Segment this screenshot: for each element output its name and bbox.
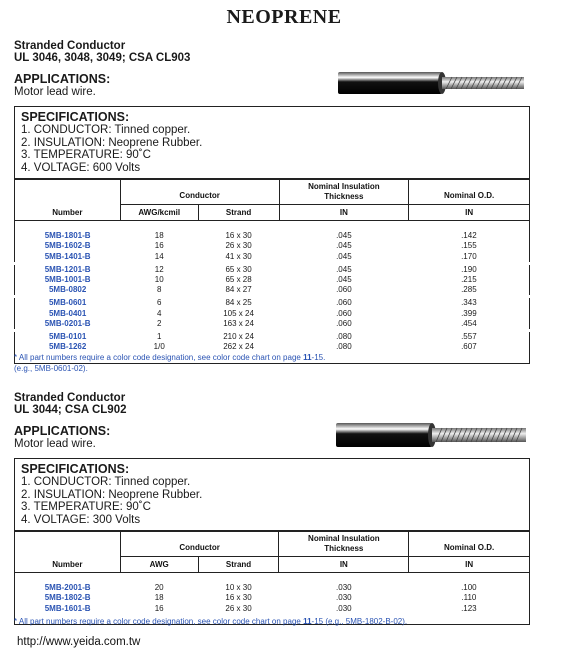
footnote-example: (e.g., 5MB-0601-02). [14, 364, 88, 373]
table-header-in: IN [279, 557, 409, 573]
part-number-cell: 5MB-0101 [48, 332, 87, 342]
table-header-insulation-line1: Nominal Insulation [308, 181, 380, 191]
outer-diameter-cell: .190 [461, 264, 477, 274]
gauge-cell: 10 [154, 275, 164, 284]
section1-applications-heading: APPLICATIONS: [14, 72, 111, 86]
spec-item: 2. INSULATION: Neoprene Rubber. [21, 488, 203, 501]
spacer-cell [279, 221, 409, 232]
insulation-thickness-cell: .060 [336, 285, 352, 295]
gauge-cell: 20 [154, 583, 164, 593]
gauge-cell: 16 [154, 603, 164, 613]
strand-cell: 84 x 25 [225, 298, 252, 308]
table-row [15, 263, 530, 275]
part-number-cell: 5MB-1201-B [44, 264, 91, 274]
outer-diameter-cell: .155 [461, 241, 477, 251]
outer-diameter-cell: .123 [461, 603, 477, 613]
spacer-cell [120, 221, 198, 232]
spacer-cell [409, 221, 530, 232]
gauge-cell: 14 [154, 251, 164, 261]
section1-applications-text: Motor lead wire. [14, 86, 96, 98]
spacer-cell [198, 573, 279, 584]
section2-heading-line2: UL 3044; CSA CL902 [14, 404, 127, 416]
insulation-thickness-cell: .045 [336, 251, 352, 261]
table-row [15, 604, 530, 614]
insulated-stranded-wire-icon [338, 68, 528, 98]
spec-item: 2. INSULATION: Neoprene Rubber. [21, 136, 203, 149]
outer-diameter-cell: .100 [461, 583, 477, 593]
table-row [15, 319, 530, 331]
part-number-cell: 5MB-1401-B [44, 251, 91, 261]
strand-cell: 262 x 24 [223, 342, 254, 352]
table-header-insulation-line2: Thickness [324, 191, 364, 201]
insulation-thickness-cell: .080 [336, 342, 352, 352]
section1-specifications-list [15, 124, 529, 178]
insulation-thickness-cell: .060 [336, 298, 352, 308]
table-row [15, 285, 530, 297]
section1-heading [14, 40, 190, 64]
spec-item: 4. VOLTAGE: 300 Volts [21, 513, 141, 526]
outer-diameter-cell: .215 [461, 275, 477, 284]
section2-applications-text: Motor lead wire. [14, 438, 96, 450]
insulation-thickness-cell: .060 [336, 308, 352, 318]
table-header-strand: Strand [198, 205, 279, 221]
strand-cell: 41 x 30 [225, 251, 252, 261]
strand-cell: 105 x 24 [223, 308, 254, 318]
strand-cell: 84 x 27 [225, 285, 252, 295]
table-header-in: IN [409, 557, 530, 573]
table-header-blank [15, 179, 121, 205]
insulation-thickness-cell: .045 [336, 264, 352, 274]
footnote-text: * All part numbers require a color code designation, see color code chart on page [14, 617, 304, 626]
insulation-thickness-cell: .080 [336, 332, 352, 342]
section2-heading-line1: Stranded Conductor [14, 392, 126, 404]
section1-applications [14, 72, 110, 98]
table-header-number: Number [52, 559, 83, 569]
footnote-text: -15. [311, 353, 326, 362]
gauge-cell: 1/0 [153, 342, 165, 352]
section2-specifications-box [14, 458, 530, 532]
outer-diameter-cell: .110 [461, 593, 477, 603]
outer-diameter-cell: .607 [461, 342, 477, 352]
gauge-cell: 2 [157, 318, 162, 328]
section1-heading-line1: Stranded Conductor [14, 40, 126, 52]
gauge-cell: 6 [157, 298, 162, 308]
strand-cell: 16 x 30 [225, 231, 252, 241]
strand-cell: 65 x 28 [225, 275, 252, 284]
table-header-insulation [279, 179, 409, 205]
table-header-gauge: AWG [120, 557, 198, 573]
section1-table-body [15, 221, 530, 364]
strand-cell: 26 x 30 [225, 241, 252, 251]
table-header-in: IN [279, 205, 409, 221]
section2-specifications-list [15, 476, 529, 530]
table-header-od: Nominal O.D. [409, 179, 530, 205]
spacer-cell [198, 221, 279, 232]
insulated-stranded-wire-icon [336, 420, 530, 450]
spec-item: 3. TEMPERATURE: 90˚C [21, 149, 151, 161]
footer-url-link[interactable]: http://www.yeida.com.tw [17, 636, 141, 648]
section2-footnote [14, 616, 407, 627]
table-row [15, 297, 530, 309]
insulation-thickness-cell: .060 [336, 318, 352, 328]
strand-cell: 10 x 30 [225, 583, 252, 593]
gauge-cell: 18 [154, 593, 164, 603]
part-number-cell: 5MB-1001-B [44, 275, 91, 284]
gauge-cell: 4 [157, 308, 162, 318]
strand-cell: 16 x 30 [225, 593, 252, 603]
section2-heading [14, 392, 127, 416]
insulation-thickness-cell: .030 [336, 583, 352, 593]
footnote-page-link[interactable]: 11 [303, 617, 312, 626]
outer-diameter-cell: .343 [461, 298, 477, 308]
gauge-cell: 8 [157, 285, 162, 295]
part-number-cell: 5MB-1802-B [44, 593, 91, 603]
insulation-thickness-cell: .045 [336, 241, 352, 251]
table-row [15, 593, 530, 603]
outer-diameter-cell: .557 [461, 332, 477, 342]
spacer-cell [409, 614, 530, 625]
insulation-thickness-cell: .030 [336, 593, 352, 603]
spacer-cell [279, 573, 409, 584]
part-number-cell: 5MB-0201-B [44, 318, 91, 328]
gauge-cell: 16 [154, 241, 164, 251]
section1-specifications-box [14, 106, 530, 180]
strand-cell: 26 x 30 [225, 603, 252, 613]
part-number-cell: 5MB-1801-B [44, 231, 91, 241]
section1-product-table [14, 178, 530, 364]
outer-diameter-cell: .170 [461, 251, 477, 261]
spacer-cell [409, 352, 530, 363]
section1-footnote [14, 352, 325, 374]
spec-item: 4. VOLTAGE: 600 Volts [21, 161, 141, 174]
strand-cell: 210 x 24 [223, 332, 254, 342]
table-header-conductor: Conductor [120, 531, 279, 557]
spec-item: 1. CONDUCTOR: Tinned copper. [21, 124, 191, 136]
strand-cell: 65 x 30 [225, 264, 252, 274]
table-header-insulation-line2: Thickness [324, 543, 364, 553]
table-header-gauge: AWG/kcmil [120, 205, 198, 221]
section1-heading-line2: UL 3046, 3048, 3049; CSA CL903 [14, 52, 191, 64]
part-number-cell: 5MB-0401 [48, 308, 87, 318]
table-row [15, 309, 530, 319]
table-header-in: IN [409, 205, 530, 221]
section1-specifications-heading: SPECIFICATIONS: [21, 110, 130, 124]
table-row [15, 231, 530, 241]
gauge-cell: 12 [154, 264, 164, 274]
insulation-thickness-cell: .045 [336, 231, 352, 241]
part-number-cell: 5MB-0601 [48, 298, 87, 308]
footnote-page-link[interactable]: 11 [303, 353, 312, 362]
spacer-cell [15, 573, 121, 584]
gauge-cell: 1 [157, 332, 162, 342]
spec-item: 1. CONDUCTOR: Tinned copper. [21, 476, 191, 488]
strand-cell: 163 x 24 [223, 318, 254, 328]
table-header-insulation-line1: Nominal Insulation [308, 533, 380, 543]
footnote-text: -15 (e.g., 5MB-1802-B-02). [311, 617, 408, 626]
table-row [15, 331, 530, 343]
spec-item: 3. TEMPERATURE: 90˚C [21, 501, 151, 513]
table-spacer-row [15, 573, 530, 584]
section2-applications [14, 424, 110, 450]
part-number-cell: 5MB-2001-B [44, 583, 91, 593]
table-row [15, 252, 530, 264]
spacer-cell [409, 573, 530, 584]
footnote-text: * All part numbers require a color code designation, see color code chart on page [14, 353, 304, 362]
section2-specifications-heading: SPECIFICATIONS: [21, 462, 130, 476]
insulation-thickness-cell: .030 [336, 603, 352, 613]
table-spacer-row [15, 221, 530, 232]
outer-diameter-cell: .142 [461, 231, 477, 241]
part-number-cell: 5MB-0802 [48, 285, 87, 295]
part-number-cell: 5MB-1601-B [44, 603, 91, 613]
table-header-number: Number [52, 207, 83, 217]
table-header-conductor: Conductor [120, 179, 279, 205]
table-header-blank [15, 531, 121, 557]
outer-diameter-cell: .285 [461, 285, 477, 295]
table-header-insulation [279, 531, 409, 557]
table-header-strand: Strand [198, 557, 279, 573]
spacer-cell [120, 573, 198, 584]
table-header-od: Nominal O.D. [409, 531, 530, 557]
spacer-cell [15, 221, 121, 232]
table-row [15, 275, 530, 285]
outer-diameter-cell: .399 [461, 308, 477, 318]
section2-product-table [14, 530, 530, 625]
outer-diameter-cell: .454 [461, 318, 477, 328]
page-title: NEOPRENE [226, 6, 342, 28]
table-row [15, 342, 530, 352]
part-number-cell: 5MB-1602-B [44, 241, 91, 251]
part-number-cell: 5MB-1262 [48, 342, 87, 352]
table-row [15, 583, 530, 593]
insulation-thickness-cell: .045 [336, 275, 352, 284]
section2-applications-heading: APPLICATIONS: [14, 424, 111, 438]
gauge-cell: 18 [154, 231, 164, 241]
table-row [15, 241, 530, 251]
